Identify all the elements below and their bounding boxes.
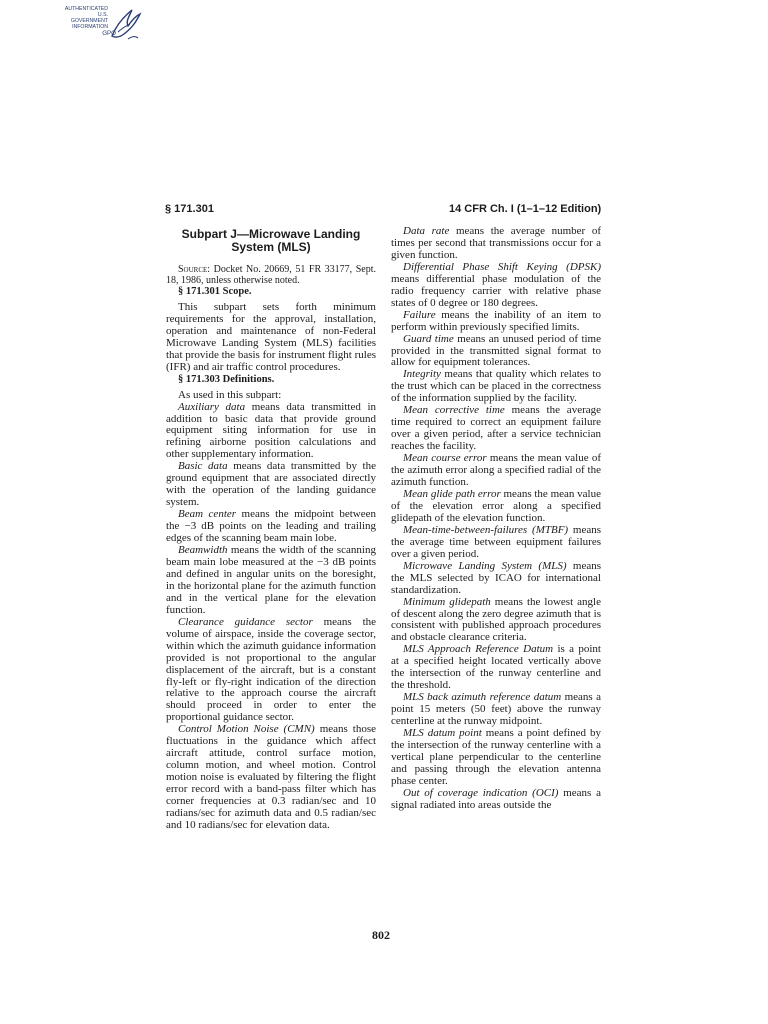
header-section-number: § 171.301: [165, 203, 214, 215]
definition-term: Beamwidth: [178, 544, 228, 557]
page-number: 802: [372, 928, 390, 942]
definition-text: means that quality which relates to the trust which can be placed in the correctness of the information supplied by the facility.: [391, 368, 601, 405]
definition-text: means data transmitted in addition to basic data that provide ground equipment siting information for use in refining airborne position calculations and other supplementary information.: [166, 400, 377, 461]
definition-term: MLS back azimuth reference datum: [403, 691, 562, 704]
scope-paragraph: This subpart sets forth minimum requirements for the approval, installation, operation and maintenance of non-Federal Microwave Landing System (MLS) facilities that provide the basis for instrument flight rules (IFR) and air traffic control procedures.: [166, 300, 376, 373]
logo-gpo-text: GPO: [102, 30, 116, 37]
definition-text: means the inability of an item to perform within previously specified limits.: [391, 308, 601, 333]
definition-paragraph: [391, 644, 601, 692]
definition-term: Mean-time-between-failures (MTBF): [403, 523, 569, 536]
definition-paragraph: [166, 617, 376, 725]
section-heading-definitions: § 171.303 Definitions.: [178, 373, 275, 385]
definition-term: Integrity: [403, 368, 441, 381]
definition-text: means the average number of times per second that transmissions occur for a given function.: [391, 225, 601, 261]
definition-text: means those fluctuations in the guidance which affect aircraft attitude, control surface motion, column motion, and wheel motion. Control motion noise is evaluated by filtering the flight error record with a band-pass filter which has corner frequencies at 0.3 radian/sec and 10 radians/sec for azimuth data and 0.5 radian/sec and 10 radians/sec for elevation data.: [166, 723, 376, 831]
definitions-list-right: [391, 226, 601, 812]
gpo-authentication-logo: [60, 6, 144, 42]
definition-paragraph: [391, 369, 601, 405]
header-title: 14 CFR Ch. I (1–1–12 Edition): [449, 203, 602, 215]
definition-term: MLS Approach Reference Datum: [403, 643, 554, 656]
definition-text: means a point defined by the intersection of the runway centerline with a vertical plane perpendicular to the centerline and passing through the elevation antenna phase center.: [391, 727, 601, 787]
definition-paragraph: [391, 489, 601, 525]
definition-text: is a point at a specified height located vertically above the intersection of the runway centerline and the threshold.: [391, 643, 601, 692]
definition-text: means the MLS selected by ICAO for international standardization.: [391, 559, 601, 596]
definition-paragraph: [166, 545, 376, 617]
source-note: Source: Docket No. 20669, 51 FR 33177, Sept. 18, 1986, unless otherwise noted.: [166, 264, 376, 286]
definition-text: means differential phase modulation of the radio frequency carrier with relative phase states of 0 degree or 180 degrees.: [391, 272, 601, 309]
definition-term: Minimum glidepath: [403, 595, 491, 608]
definition-term: Differential Phase Shift Keying (DPSK): [403, 260, 601, 273]
definition-term: Mean glide path error: [403, 487, 501, 500]
definition-term: Guard time: [403, 332, 454, 345]
logo-text: AUTHENTICATED U.S. GOVERNMENT INFORMATION: [64, 6, 108, 30]
definition-paragraph: [391, 262, 601, 310]
definition-paragraph: [391, 692, 601, 728]
definition-text: means the average time required to correct an equipment failure over a given period, after a service technician reaches the facility.: [391, 404, 602, 453]
definition-text: means the midpoint between the −3 dB points on the leading and trailing edges of the scanning beam main lobe.: [166, 508, 376, 545]
definition-paragraph: [391, 226, 601, 262]
definition-paragraph: [391, 453, 601, 489]
section-heading-scope: § 171.301 Scope.: [178, 286, 252, 297]
definition-term: Basic data: [178, 460, 228, 473]
definition-term: Out of coverage indication (OCI): [403, 786, 559, 799]
definition-text: means the lowest angle of descent along the zero degree azimuth that is consistent with published approach procedures and obstacle clearance criteria.: [391, 595, 601, 644]
definition-text: means a signal radiated into areas outside the: [391, 786, 601, 811]
definition-text: means the mean value of the azimuth error along a specified radial of the azimuth function.: [391, 452, 601, 489]
definitions-intro: As used in this subpart:: [178, 388, 282, 401]
definition-term: Microwave Landing System (MLS): [403, 559, 567, 572]
definition-text: means a point 15 meters (50 feet) above the runway centerline at the runway midpoint.: [391, 691, 601, 728]
definition-paragraph: [391, 561, 601, 597]
left-column: [166, 226, 376, 832]
definition-text: means the average time between equipment failures over a given period.: [391, 523, 601, 560]
definition-term: Beam center: [178, 508, 237, 521]
definition-paragraph: [391, 310, 601, 334]
definition-text: means the mean value of the elevation error along a specified glidepath of the elevation function.: [391, 487, 601, 524]
eagle-icon: [108, 6, 142, 42]
definition-paragraph: [391, 728, 601, 788]
definition-term: MLS datum point: [403, 727, 482, 740]
definition-term: Clearance guidance sector: [178, 615, 313, 628]
definition-paragraph: [166, 402, 376, 462]
definition-text: means the volume of airspace, inside the coverage sector, within which the azimuth guidance information provided is not proportional to the angular displacement of the aircraft, but is a constant fly-left or fly-right indication of the direction relative to the approach course the aircraft should proceed in order to enter the proportional guidance sector.: [166, 615, 377, 724]
definition-term: Control Motion Noise (CMN): [178, 723, 315, 736]
definition-text: means the width of the scanning beam main lobe measured at the −3 dB points and defined in angular units on the boresight, in the horizontal plane for the azimuth function and in the vertical plane for the elevation function.: [166, 544, 376, 616]
definition-paragraph: [166, 461, 376, 509]
definition-paragraph: [391, 597, 601, 645]
definition-paragraph: [391, 405, 601, 453]
definition-paragraph: [166, 724, 376, 832]
definition-paragraph: [391, 525, 601, 561]
definition-term: Failure: [403, 308, 436, 321]
definition-paragraph: [391, 334, 601, 370]
definition-term: Mean course error: [403, 452, 487, 465]
definition-term: Auxiliary data: [178, 400, 246, 413]
definition-text: means data transmitted by the ground equipment that are associated directly with the operation of the landing guidance system.: [166, 460, 376, 509]
right-column: [391, 226, 601, 812]
definition-term: Data rate: [403, 225, 450, 237]
definition-term: Mean corrective time: [403, 404, 505, 417]
definition-text: means an unused period of time provided in the transmitted signal format to allow for equipment tolerances.: [391, 332, 601, 369]
definition-paragraph: [166, 509, 376, 545]
definitions-list-left: [166, 402, 376, 832]
subpart-title: Subpart J—Microwave Landing System (MLS): [181, 227, 361, 254]
definition-paragraph: [391, 788, 601, 812]
